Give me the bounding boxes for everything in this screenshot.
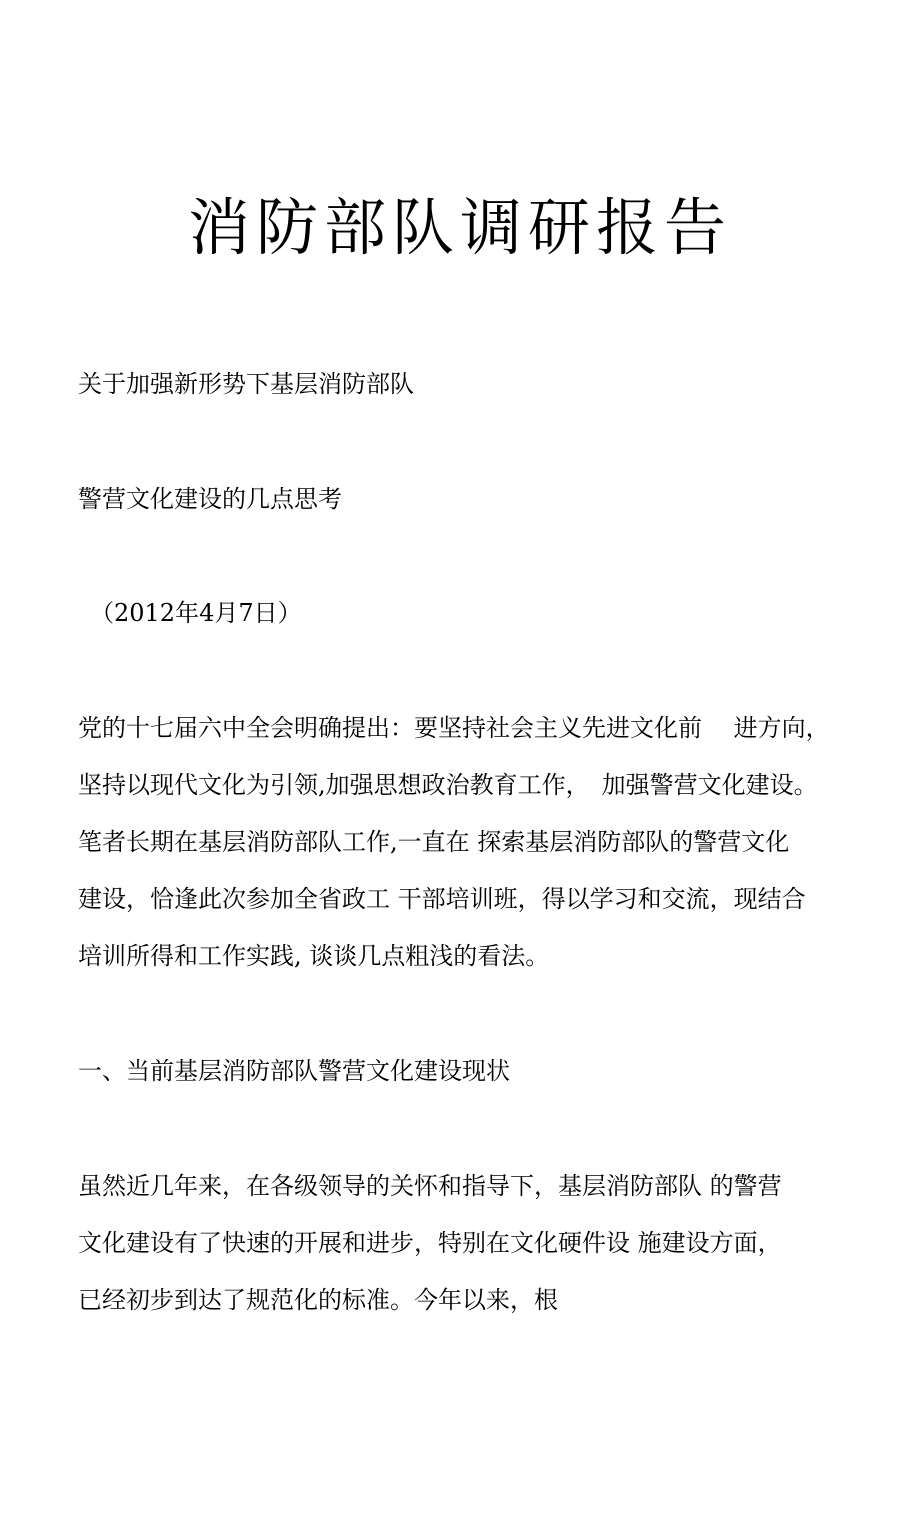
subtitle-line-2: 警营文化建设的几点思考 [78, 485, 342, 513]
paragraph-line: 虽然近几年来，在各级领导的关怀和指导下，基层消防部队 的警营 [78, 1172, 782, 1200]
paragraph-line: 文化建设有了快速的开展和进步，特别在文化硬件设 施建设方面， [78, 1229, 782, 1257]
paragraph-line: 已经初步到达了规范化的标准。今年以来，根 [78, 1286, 558, 1314]
document-title: 消防部队调研报告 [187, 191, 732, 264]
intro-paragraph [78, 712, 868, 997]
section-paragraph [78, 1170, 868, 1341]
section-heading: 一、当前基层消防部队警营文化建设现状 [78, 1057, 510, 1085]
report-date: （2012年4月7日） [90, 599, 302, 627]
paragraph-line: 培训所得和工作实践, 谈谈几点粗浅的看法。 [78, 942, 550, 970]
subtitle-line-1: 关于加强新形势下基层消防部队 [78, 370, 414, 398]
paragraph-line: 建设，恰逢此次参加全省政工 干部培训班，得以学习和交流，现结合 [78, 885, 806, 913]
paragraph-line: 党的十七届六中全会明确提出：要坚持社会主义先进文化前 进方向， [78, 714, 830, 742]
paragraph-line: 笔者长期在基层消防部队工作,一直在 探索基层消防部队的警营文化 [78, 828, 790, 856]
paragraph-line: 坚持以现代文化为引领,加强思想政治教育工作， 加强警营文化建设。 [78, 771, 818, 799]
